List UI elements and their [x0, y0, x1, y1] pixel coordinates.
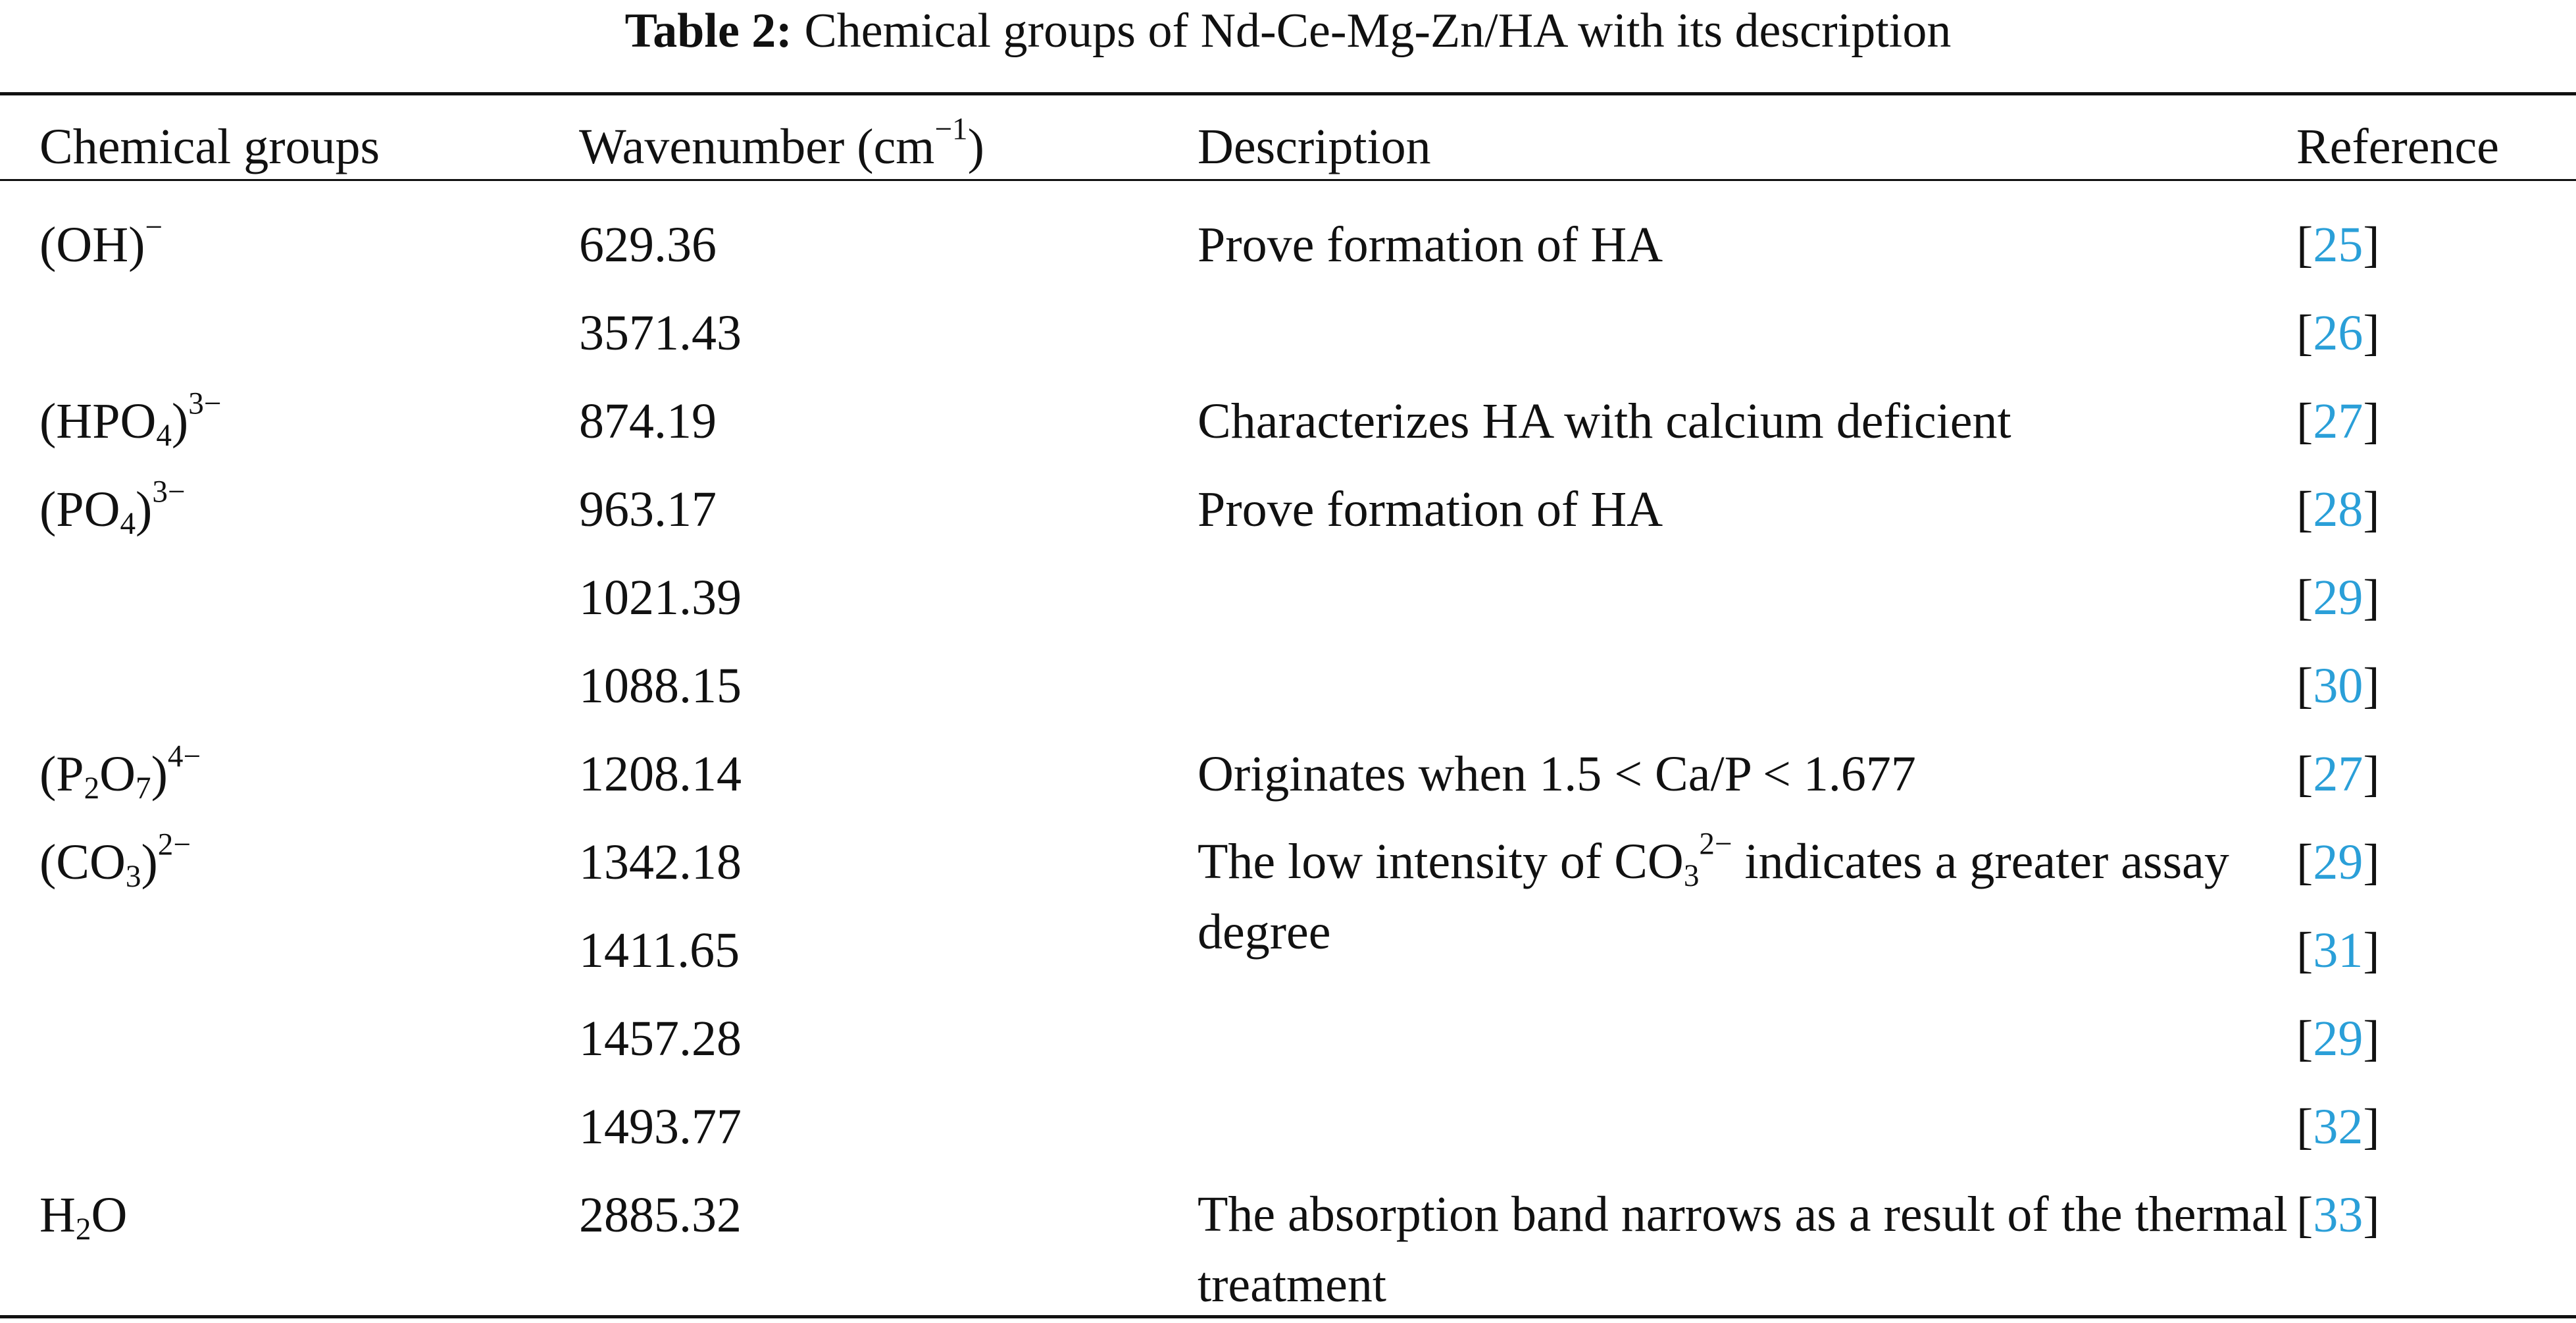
table-row — [0, 289, 2576, 377]
table-row — [0, 1083, 2576, 1171]
reference-link[interactable]: 29 — [2313, 1011, 2363, 1066]
group-oh — [0, 201, 579, 289]
table-row — [0, 818, 2576, 906]
description-cell: The absorption band narrows as a result of the thermal treatment — [1198, 1187, 2288, 1312]
reference-link[interactable]: 33 — [2313, 1187, 2363, 1243]
description-co3-rest: indicates a greater assay degree — [1198, 834, 2229, 960]
group-p2o7-text: (P — [39, 746, 84, 802]
reference-cell — [2296, 289, 2576, 377]
group-po4-close: ) — [136, 482, 153, 537]
reference-cell — [2296, 465, 2576, 554]
bracket-close: ] — [2363, 1187, 2380, 1243]
group-h2o-hydrogen: H — [39, 1187, 76, 1243]
table-caption — [0, 0, 2576, 63]
group-h2o — [0, 1171, 579, 1320]
wavenumber-cell: 874.19 — [579, 394, 717, 449]
group-co3-charge: 2− — [157, 827, 191, 862]
bracket-open: [ — [2296, 217, 2313, 272]
chemical-groups-table — [0, 113, 2576, 1320]
reference-cell — [2296, 554, 2576, 642]
reference-cell — [2296, 995, 2576, 1083]
group-hpo4-text: (HPO — [39, 394, 157, 449]
table-row — [0, 730, 2576, 818]
group-hpo4 — [0, 377, 579, 465]
header-wavenumber-exponent: −1 — [934, 112, 968, 147]
group-oh-charge: − — [145, 210, 163, 245]
table-row — [0, 1171, 2576, 1320]
group-po4-charge: 3− — [152, 475, 186, 509]
description-cell-empty — [1198, 289, 2296, 377]
header-row — [0, 113, 2576, 181]
reference-link[interactable]: 27 — [2313, 746, 2363, 802]
reference-link[interactable]: 26 — [2313, 305, 2363, 361]
group-p2o7-close: ) — [151, 746, 168, 802]
bracket-close: ] — [2363, 835, 2380, 890]
wavenumber-cell: 1493.77 — [579, 1099, 742, 1154]
description-co3-charge: 2− — [1699, 827, 1732, 862]
group-cell-empty — [0, 995, 579, 1083]
table-row — [0, 554, 2576, 642]
bracket-close: ] — [2363, 305, 2380, 361]
bracket-open: [ — [2296, 570, 2313, 625]
bracket-close: ] — [2363, 1099, 2380, 1154]
reference-link[interactable]: 29 — [2313, 835, 2363, 890]
header-reference: Reference — [2296, 119, 2499, 174]
group-cell-empty — [0, 906, 579, 995]
wavenumber-cell: 1411.65 — [579, 923, 740, 978]
group-po4 — [0, 465, 579, 554]
group-h2o-subscript: 2 — [75, 1212, 91, 1247]
header-chemical-groups: Chemical groups — [39, 119, 380, 174]
bracket-open: [ — [2296, 746, 2313, 802]
bracket-open: [ — [2296, 305, 2313, 361]
bracket-close: ] — [2363, 217, 2380, 272]
group-po4-text: (PO — [39, 482, 120, 537]
description-cell-empty — [1198, 995, 2296, 1083]
bracket-open: [ — [2296, 835, 2313, 890]
bracket-open: [ — [2296, 482, 2313, 537]
bracket-open: [ — [2296, 1011, 2313, 1066]
bracket-open: [ — [2296, 658, 2313, 713]
wavenumber-cell: 629.36 — [579, 217, 717, 272]
wavenumber-cell: 3571.43 — [579, 305, 742, 361]
caption-text: Chemical groups of Nd-Ce-Mg-Zn/HA with its description — [804, 4, 1952, 58]
group-hpo4-subscript: 4 — [156, 418, 172, 453]
group-cell-empty — [0, 1083, 579, 1171]
bracket-close: ] — [2363, 482, 2380, 537]
wavenumber-cell: 1457.28 — [579, 1011, 742, 1066]
group-cell-empty — [0, 289, 579, 377]
reference-link[interactable]: 31 — [2313, 923, 2363, 978]
description-cell-empty — [1198, 642, 2296, 730]
description-cell-empty — [1198, 554, 2296, 642]
group-hpo4-close: ) — [171, 394, 189, 449]
bracket-open: [ — [2296, 394, 2313, 449]
bracket-close: ] — [2363, 746, 2380, 802]
group-co3-close: ) — [141, 835, 158, 890]
wavenumber-cell: 1208.14 — [579, 746, 742, 802]
reference-link[interactable]: 32 — [2313, 1099, 2363, 1154]
group-cell-empty — [0, 554, 579, 642]
group-p2o7-charge: 4− — [167, 739, 201, 774]
table-row — [0, 995, 2576, 1083]
bracket-close: ] — [2363, 658, 2380, 713]
group-co3-subscript: 3 — [125, 859, 141, 894]
wavenumber-cell: 1088.15 — [579, 658, 742, 713]
header-description: Description — [1198, 119, 1431, 174]
reference-link[interactable]: 28 — [2313, 482, 2363, 537]
description-cell: Characterizes HA with calcium deficient — [1198, 394, 2011, 449]
wavenumber-cell: 1342.18 — [579, 835, 742, 890]
reference-cell — [2296, 201, 2576, 289]
description-co3-subscript: 3 — [1683, 858, 1700, 893]
bracket-close: ] — [2363, 1011, 2380, 1066]
reference-cell — [2296, 730, 2576, 818]
group-p2o7-subscript-o: 7 — [136, 771, 151, 806]
reference-link[interactable]: 30 — [2313, 658, 2363, 713]
group-h2o-oxygen: O — [91, 1187, 128, 1243]
description-cell: Prove formation of HA — [1198, 482, 1663, 537]
group-po4-subscript: 4 — [120, 506, 136, 541]
group-p2o7-subscript-p: 2 — [84, 771, 100, 806]
description-co3-text: The low intensity of CO — [1198, 834, 1684, 889]
group-co3-text: (CO — [39, 835, 126, 890]
bracket-open: [ — [2296, 1099, 2313, 1154]
top-rule — [0, 92, 2576, 95]
reference-cell — [2296, 1083, 2576, 1171]
reference-link[interactable]: 25 — [2313, 217, 2363, 272]
bracket-close: ] — [2363, 923, 2380, 978]
table-row — [0, 377, 2576, 465]
table-row — [0, 642, 2576, 730]
header-wavenumber-text: Wavenumber (cm — [579, 119, 935, 174]
bracket-close: ] — [2363, 394, 2380, 449]
wavenumber-cell: 1021.39 — [579, 570, 742, 625]
group-oh-text: (OH) — [39, 217, 145, 272]
group-hpo4-charge: 3− — [188, 386, 222, 421]
wavenumber-cell: 963.17 — [579, 482, 717, 537]
description-cell-empty — [1198, 1083, 2296, 1171]
reference-cell — [2296, 818, 2576, 906]
reference-cell — [2296, 642, 2576, 730]
group-co3 — [0, 818, 579, 906]
caption-label: Table 2: — [624, 4, 792, 58]
reference-cell — [2296, 377, 2576, 465]
reference-link[interactable]: 27 — [2313, 394, 2363, 449]
reference-link[interactable]: 29 — [2313, 570, 2363, 625]
description-cell: Prove formation of HA — [1198, 217, 1663, 272]
description-cell: Originates when 1.5 < Ca/P < 1.677 — [1198, 746, 1916, 802]
header-wavenumber-close: ) — [967, 119, 984, 174]
wavenumber-cell: 2885.32 — [579, 1187, 742, 1243]
reference-cell — [2296, 1171, 2576, 1320]
bracket-close: ] — [2363, 570, 2380, 625]
description-cell-co3 — [1198, 818, 2296, 995]
reference-cell — [2296, 906, 2576, 995]
bracket-open: [ — [2296, 923, 2313, 978]
table-row — [0, 201, 2576, 289]
group-p2o7-oxygen: O — [99, 746, 136, 802]
bracket-open: [ — [2296, 1187, 2313, 1243]
group-p2o7 — [0, 730, 579, 818]
header-wavenumber — [579, 113, 1198, 181]
group-cell-empty — [0, 642, 579, 730]
table-row — [0, 465, 2576, 554]
